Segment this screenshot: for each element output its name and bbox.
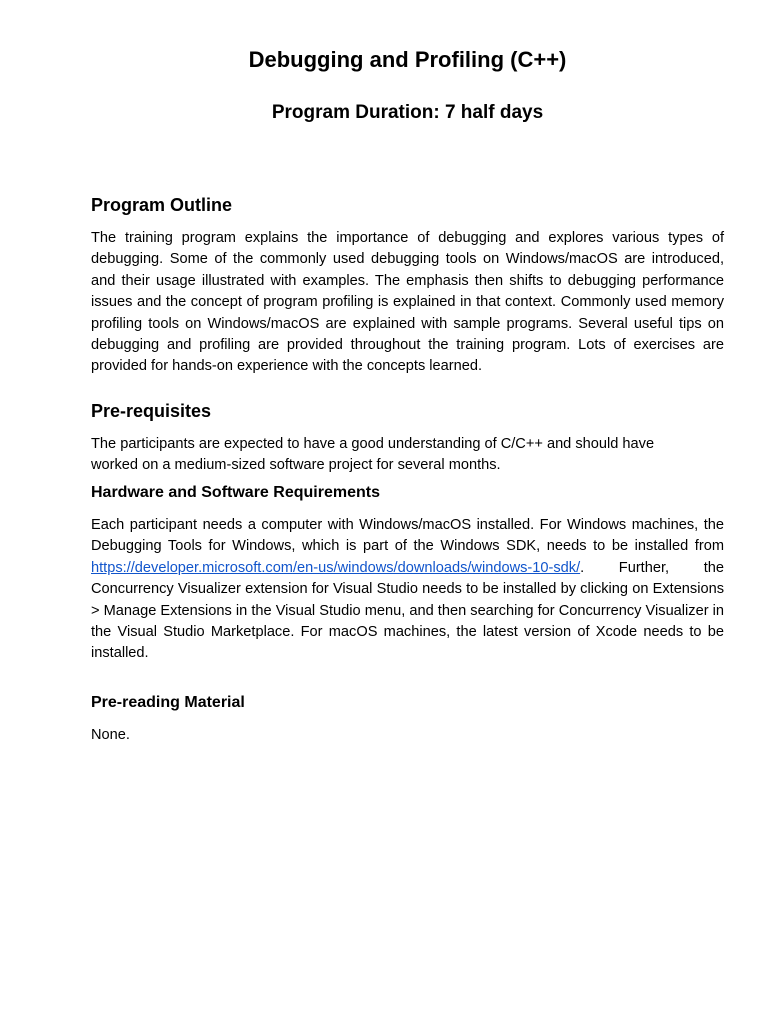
requirements-text-before-link: Each participant needs a computer with Windows/macOS installed. For Windows machines, the Debugging Tools for Windows, which is part of the Windows SDK, needs to be installed from xyxy=(91,517,724,555)
requirements-text-after-link: . Further, the Concurrency Visualizer extension for Visual Studio needs to be installed by clicking on Extensions > Manage Extensions in the Visual Studio menu, and then searching for Concurrency Visualizer in the Visual Studio Marketplace. For macOS machines, the latest version of Xcode needs to be installed. xyxy=(91,559,724,662)
prerequisites-text xyxy=(91,434,724,477)
document-title: Debugging and Profiling (C++) xyxy=(248,47,567,72)
program-outline-text: The training program explains the importance of debugging and explores various types of debugging. Some of the commonly used debugging tools on Windows/macOS are introduced, and their usage illustrated with examples. The emphasis then shifts to debugging performance issues and the concept of program profiling is explained in that context. Commonly used memory profiling tools on Windows/macOS are explained with sample programs. Several useful tips on debugging and profiling are provided throughout the training program. Lots of exercises are provided for hands-on experience with the concepts learned. xyxy=(91,230,724,375)
windows-sdk-link[interactable]: https://developer.microsoft.com/en-us/windows/downloads/windows-10-sdk/ xyxy=(91,559,581,576)
prerequisites-line-1: The participants are expected to have a good understanding of C/C++ and should have xyxy=(91,436,655,452)
section-heading-prerequisites: Pre-requisites xyxy=(91,401,212,421)
program-duration: Program Duration: 7 half days xyxy=(271,102,544,123)
section-heading-program-outline: Program Outline xyxy=(91,195,233,215)
prerequisites-line-2: worked on a medium-sized software project for several months. xyxy=(91,457,501,474)
section-heading-hardware-software-requirements: Hardware and Software Requirements xyxy=(91,484,380,501)
section-heading-prereading-material: Pre-reading Material xyxy=(91,694,245,711)
prereading-text: None. xyxy=(91,727,130,743)
requirements-text xyxy=(91,515,724,665)
